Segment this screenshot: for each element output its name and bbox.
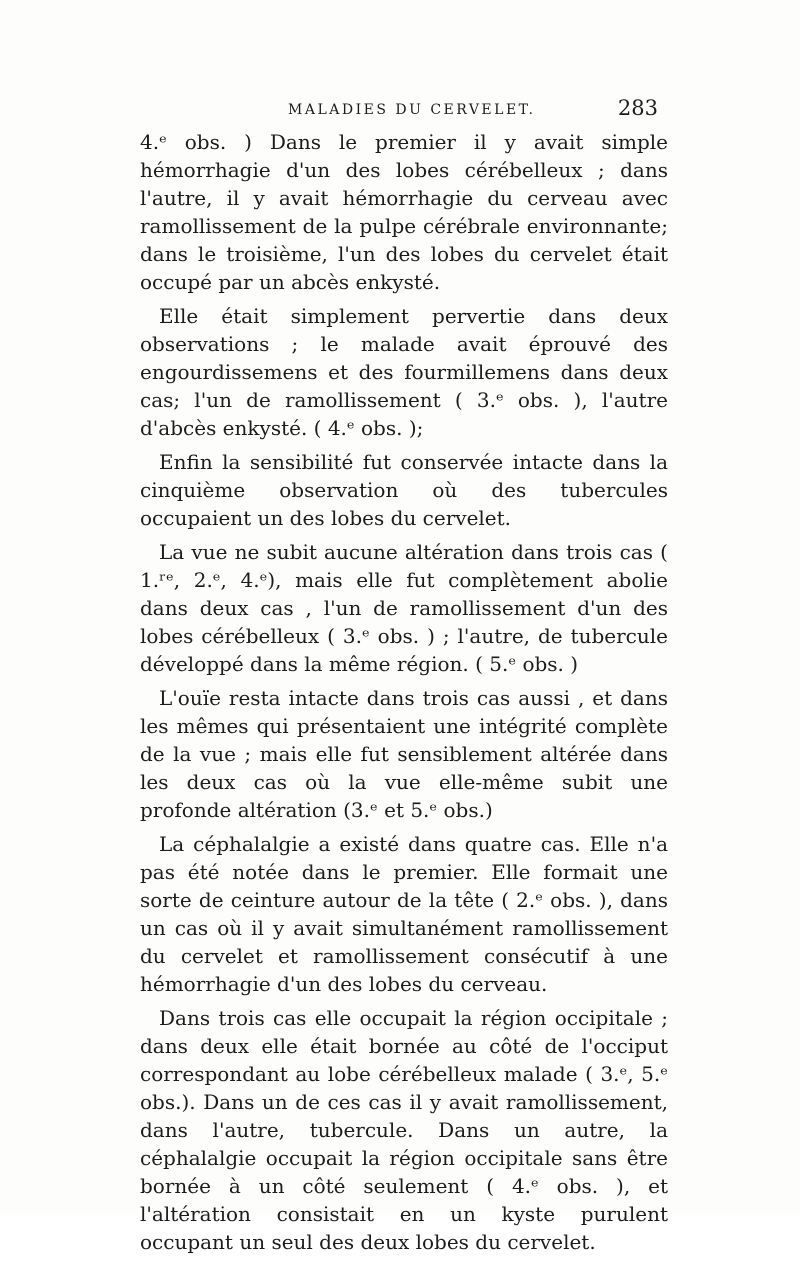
paragraph-1: 4.ᵉ obs. ) Dans le premier il y avait simple hémorrhagie d'un des lobes cérébelleux ; dans l'autre, il y avait hémorrhagie du cerveau avec ramollissement de la pulpe cérébrale environnante; dans le troisième, l'un des lobes du cervelet était occupé par un abcès enkysté. [140, 130, 668, 294]
page-header [148, 96, 658, 126]
body-text [140, 128, 668, 1262]
paragraph-2: Elle était simplement pervertie dans deux observations ; le malade avait éprouvé des engourdissemens et des fourmillemens dans deux cas; l'un de ramollissement ( 3.ᵉ obs. ), l'autre d'abcès enkysté. ( 4.ᵉ obs. ); [140, 304, 668, 440]
paragraph-4: La vue ne subit aucune altération dans trois cas ( 1.ʳᵉ, 2.ᵉ, 4.ᵉ), mais elle fut complètement abolie dans deux cas , l'un de ramollissement d'un des lobes cérébelleux ( 3.ᵉ obs. ) ; l'autre, de tubercule développé dans la même région. ( 5.ᵉ obs. ) [140, 540, 668, 676]
paragraph-7: Dans trois cas elle occupait la région occipitale ; dans deux elle était bornée au côté de l'occiput correspondant au lobe cérébelleux malade ( 3.ᵉ, 5.ᵉ obs.). Dans un de ces cas il y avait ramollissement, dans l'autre, tubercule. Dans un autre, la céphalalgie occupait la région occipitale sans être bornée à un côté seulement ( 4.ᵉ obs. ), et l'altération consistait en un kyste purulent occupant un seul des deux lobes du cervelet. [140, 1006, 668, 1254]
paragraph-5: L'ouïe resta intacte dans trois cas aussi , et dans les mêmes qui présentaient une intégrité complète de la vue ; mais elle fut sensiblement altérée dans les deux cas où la vue elle-même subit une profonde altération (3.ᵉ et 5.ᵉ obs.) [140, 686, 668, 822]
running-head: MALADIES DU CERVELET. [288, 102, 536, 118]
page-number: 283 [617, 96, 658, 120]
paragraph-3: Enfin la sensibilité fut conservée intacte dans la cinquième observation où des tubercules occupaient un des lobes du cervelet. [140, 450, 668, 530]
paragraph-6: La céphalalgie a existé dans quatre cas. Elle n'a pas été notée dans le premier. Elle formait une sorte de ceinture autour de la tête ( 2.ᵉ obs. ), dans un cas où il y avait simultanément ramollissement du cervelet et ramollissement consécutif à une hémorrhagie d'un des lobes du cerveau. [140, 832, 668, 996]
